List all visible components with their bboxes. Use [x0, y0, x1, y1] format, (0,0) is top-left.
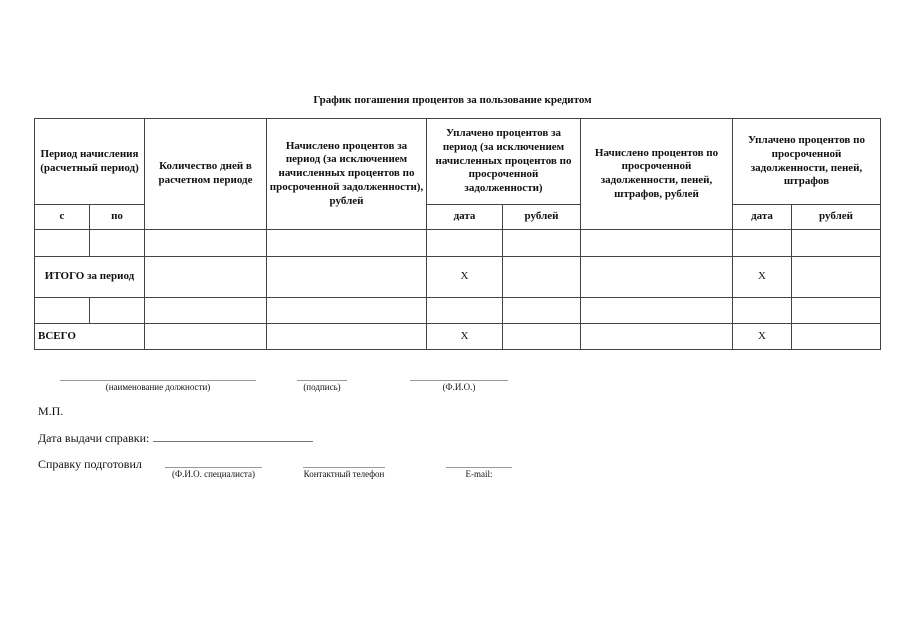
- repayment-schedule-table: [34, 118, 881, 350]
- header-overdue-paid: Уплачено процентов по просроченной задолженности, пеней, штрафов: [733, 119, 881, 205]
- header-accrued: Начислено процентов за период (за исключением начисленных процентов по просроченной задолженности), рублей: [267, 119, 427, 230]
- subheader-overdue-date: дата: [733, 205, 792, 230]
- specialist-fio-caption: (Ф.И.О. специалиста): [172, 469, 255, 479]
- subheader-from: с: [35, 205, 90, 230]
- fio-caption: (Ф.И.О.): [442, 382, 476, 392]
- issue-date-label: Дата выдачи справки:: [38, 431, 150, 445]
- header-period: Период начисления (расчетный период): [35, 119, 145, 205]
- signature-line: [297, 380, 347, 381]
- table-row-grand-total: [35, 324, 881, 350]
- issue-date-row: [38, 431, 313, 446]
- phone-caption: Контактный телефон: [303, 469, 385, 479]
- position-caption: (наименование должности): [105, 382, 211, 392]
- header-paid: Уплачено процентов за период (за исключением начисленных процентов по просроченной задолженности): [427, 119, 581, 205]
- table-row: [35, 230, 881, 257]
- header-overdue-accrued: Начислено процентов по просроченной задолженности, пеней, штрафов, рублей: [581, 119, 733, 230]
- specialist-fio-line: [165, 467, 262, 468]
- x-mark: Х: [427, 257, 503, 298]
- signature-caption: (подпись): [303, 382, 341, 392]
- header-days: Количество дней в расчетном периоде: [145, 119, 267, 230]
- position-line: [60, 380, 256, 381]
- email-caption: E-mail:: [465, 469, 493, 479]
- period-total-label: ИТОГО за период: [35, 257, 145, 298]
- subheader-paid-date: дата: [427, 205, 503, 230]
- prepared-by-label: Справку подготовил: [38, 457, 142, 471]
- phone-line: [303, 467, 385, 468]
- subheader-overdue-rub: рублей: [792, 205, 881, 230]
- x-mark: Х: [427, 324, 503, 350]
- x-mark: Х: [733, 324, 792, 350]
- fio-line: [410, 380, 508, 381]
- grand-total-label: ВСЕГО: [35, 324, 145, 350]
- issue-date-field[interactable]: [153, 431, 313, 442]
- x-mark: Х: [733, 257, 792, 298]
- table-row-period-total: [35, 257, 881, 298]
- document-title: График погашения процентов за пользование кредитом: [313, 94, 592, 106]
- subheader-paid-rub: рублей: [503, 205, 581, 230]
- table-row: [35, 298, 881, 324]
- subheader-to: по: [90, 205, 145, 230]
- email-line: [446, 467, 512, 468]
- stamp-mark: М.П.: [38, 404, 64, 418]
